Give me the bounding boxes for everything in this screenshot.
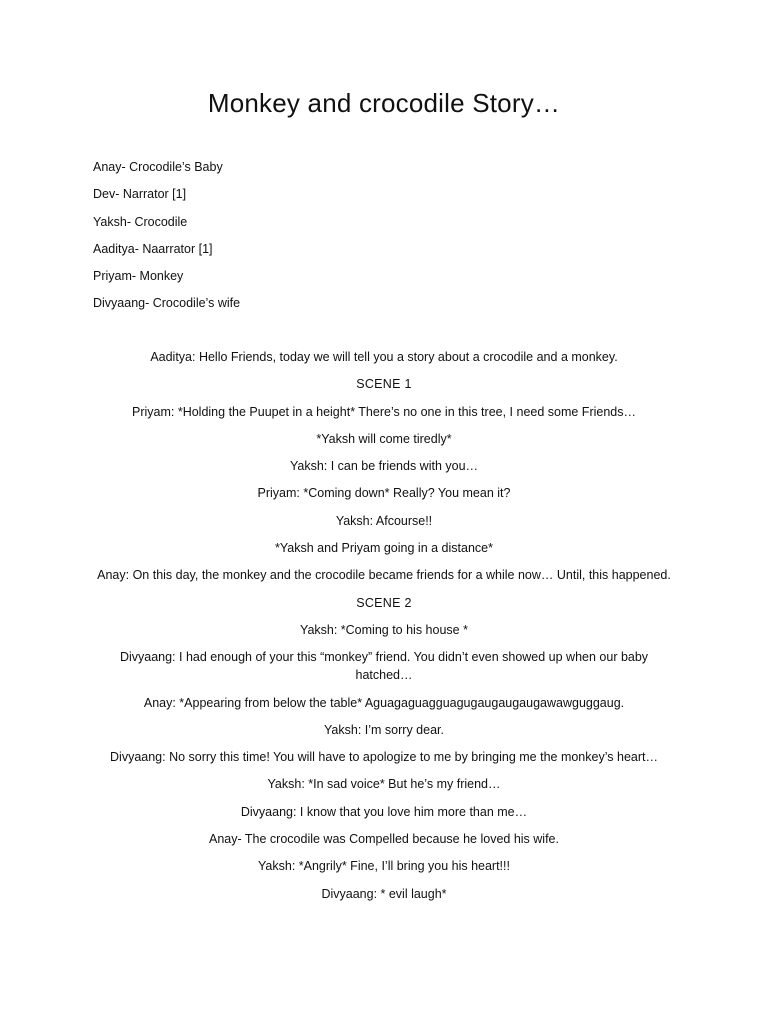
script-line: Aaditya: Hello Friends, today we will tell you a story about a crocodile and a monkey. xyxy=(150,350,618,364)
stage-direction: *Yaksh and Priyam going in a distance* xyxy=(275,541,493,556)
document-title: Monkey and crocodile Story… xyxy=(207,88,561,118)
script-line: Divyaang: * evil laugh* xyxy=(321,886,447,901)
scene-heading: SCENE 2 xyxy=(356,595,412,610)
scene-heading: SCENE 1 xyxy=(356,377,412,392)
cast-item: Dev- Narrator [1] xyxy=(93,187,187,202)
script-line: Yaksh: I can be friends with you… xyxy=(289,459,479,474)
script-line: Anay: *Appearing from below the table* Aguagaguagguagugaugaugaugawawguggaug. xyxy=(143,695,625,710)
script-line: Priyam: *Coming down* Really? You mean it? xyxy=(257,486,511,501)
script-line: Yaksh: *Angrily* Fine, I’ll bring you his heart!!! xyxy=(258,859,510,874)
script-line: Divyaang: I had enough of your this “monkey” friend. You didn’t even showed up when our baby hatched… xyxy=(119,650,649,683)
script-line: Yaksh: *In sad voice* But he’s my friend… xyxy=(267,777,501,792)
cast-item: Yaksh- Crocodile xyxy=(93,214,188,229)
cast-item: Aaditya- Naarrator [1] xyxy=(93,241,213,256)
script-line: Yaksh: I’m sorry dear. xyxy=(324,722,444,737)
script-line: Priyam: *Holding the Puupet in a height* There’s no one in this tree, I need some Friends… xyxy=(132,404,636,419)
script-body xyxy=(92,348,676,912)
cast-item: Anay- Crocodile’s Baby xyxy=(93,160,223,174)
script-line: Anay: On this day, the monkey and the crocodile became friends for a while now… Until, this happened. xyxy=(97,568,671,583)
script-line: Yaksh: Afcourse!! xyxy=(335,513,433,528)
script-line: Divyaang: I know that you love him more than me… xyxy=(240,804,528,819)
cast-list xyxy=(93,158,593,322)
cast-item: Divyaang- Crocodile’s wife xyxy=(93,296,241,311)
cast-item: Priyam- Monkey xyxy=(93,269,184,284)
stage-direction: *Yaksh will come tiredly* xyxy=(316,431,452,446)
script-line: Divyaang: No sorry this time! You will have to apologize to me by bringing me the monkey’s heart… xyxy=(110,750,658,765)
script-line: Yaksh: *Coming to his house * xyxy=(300,622,468,637)
script-line: Anay- The crocodile was Compelled because he loved his wife. xyxy=(209,832,559,847)
